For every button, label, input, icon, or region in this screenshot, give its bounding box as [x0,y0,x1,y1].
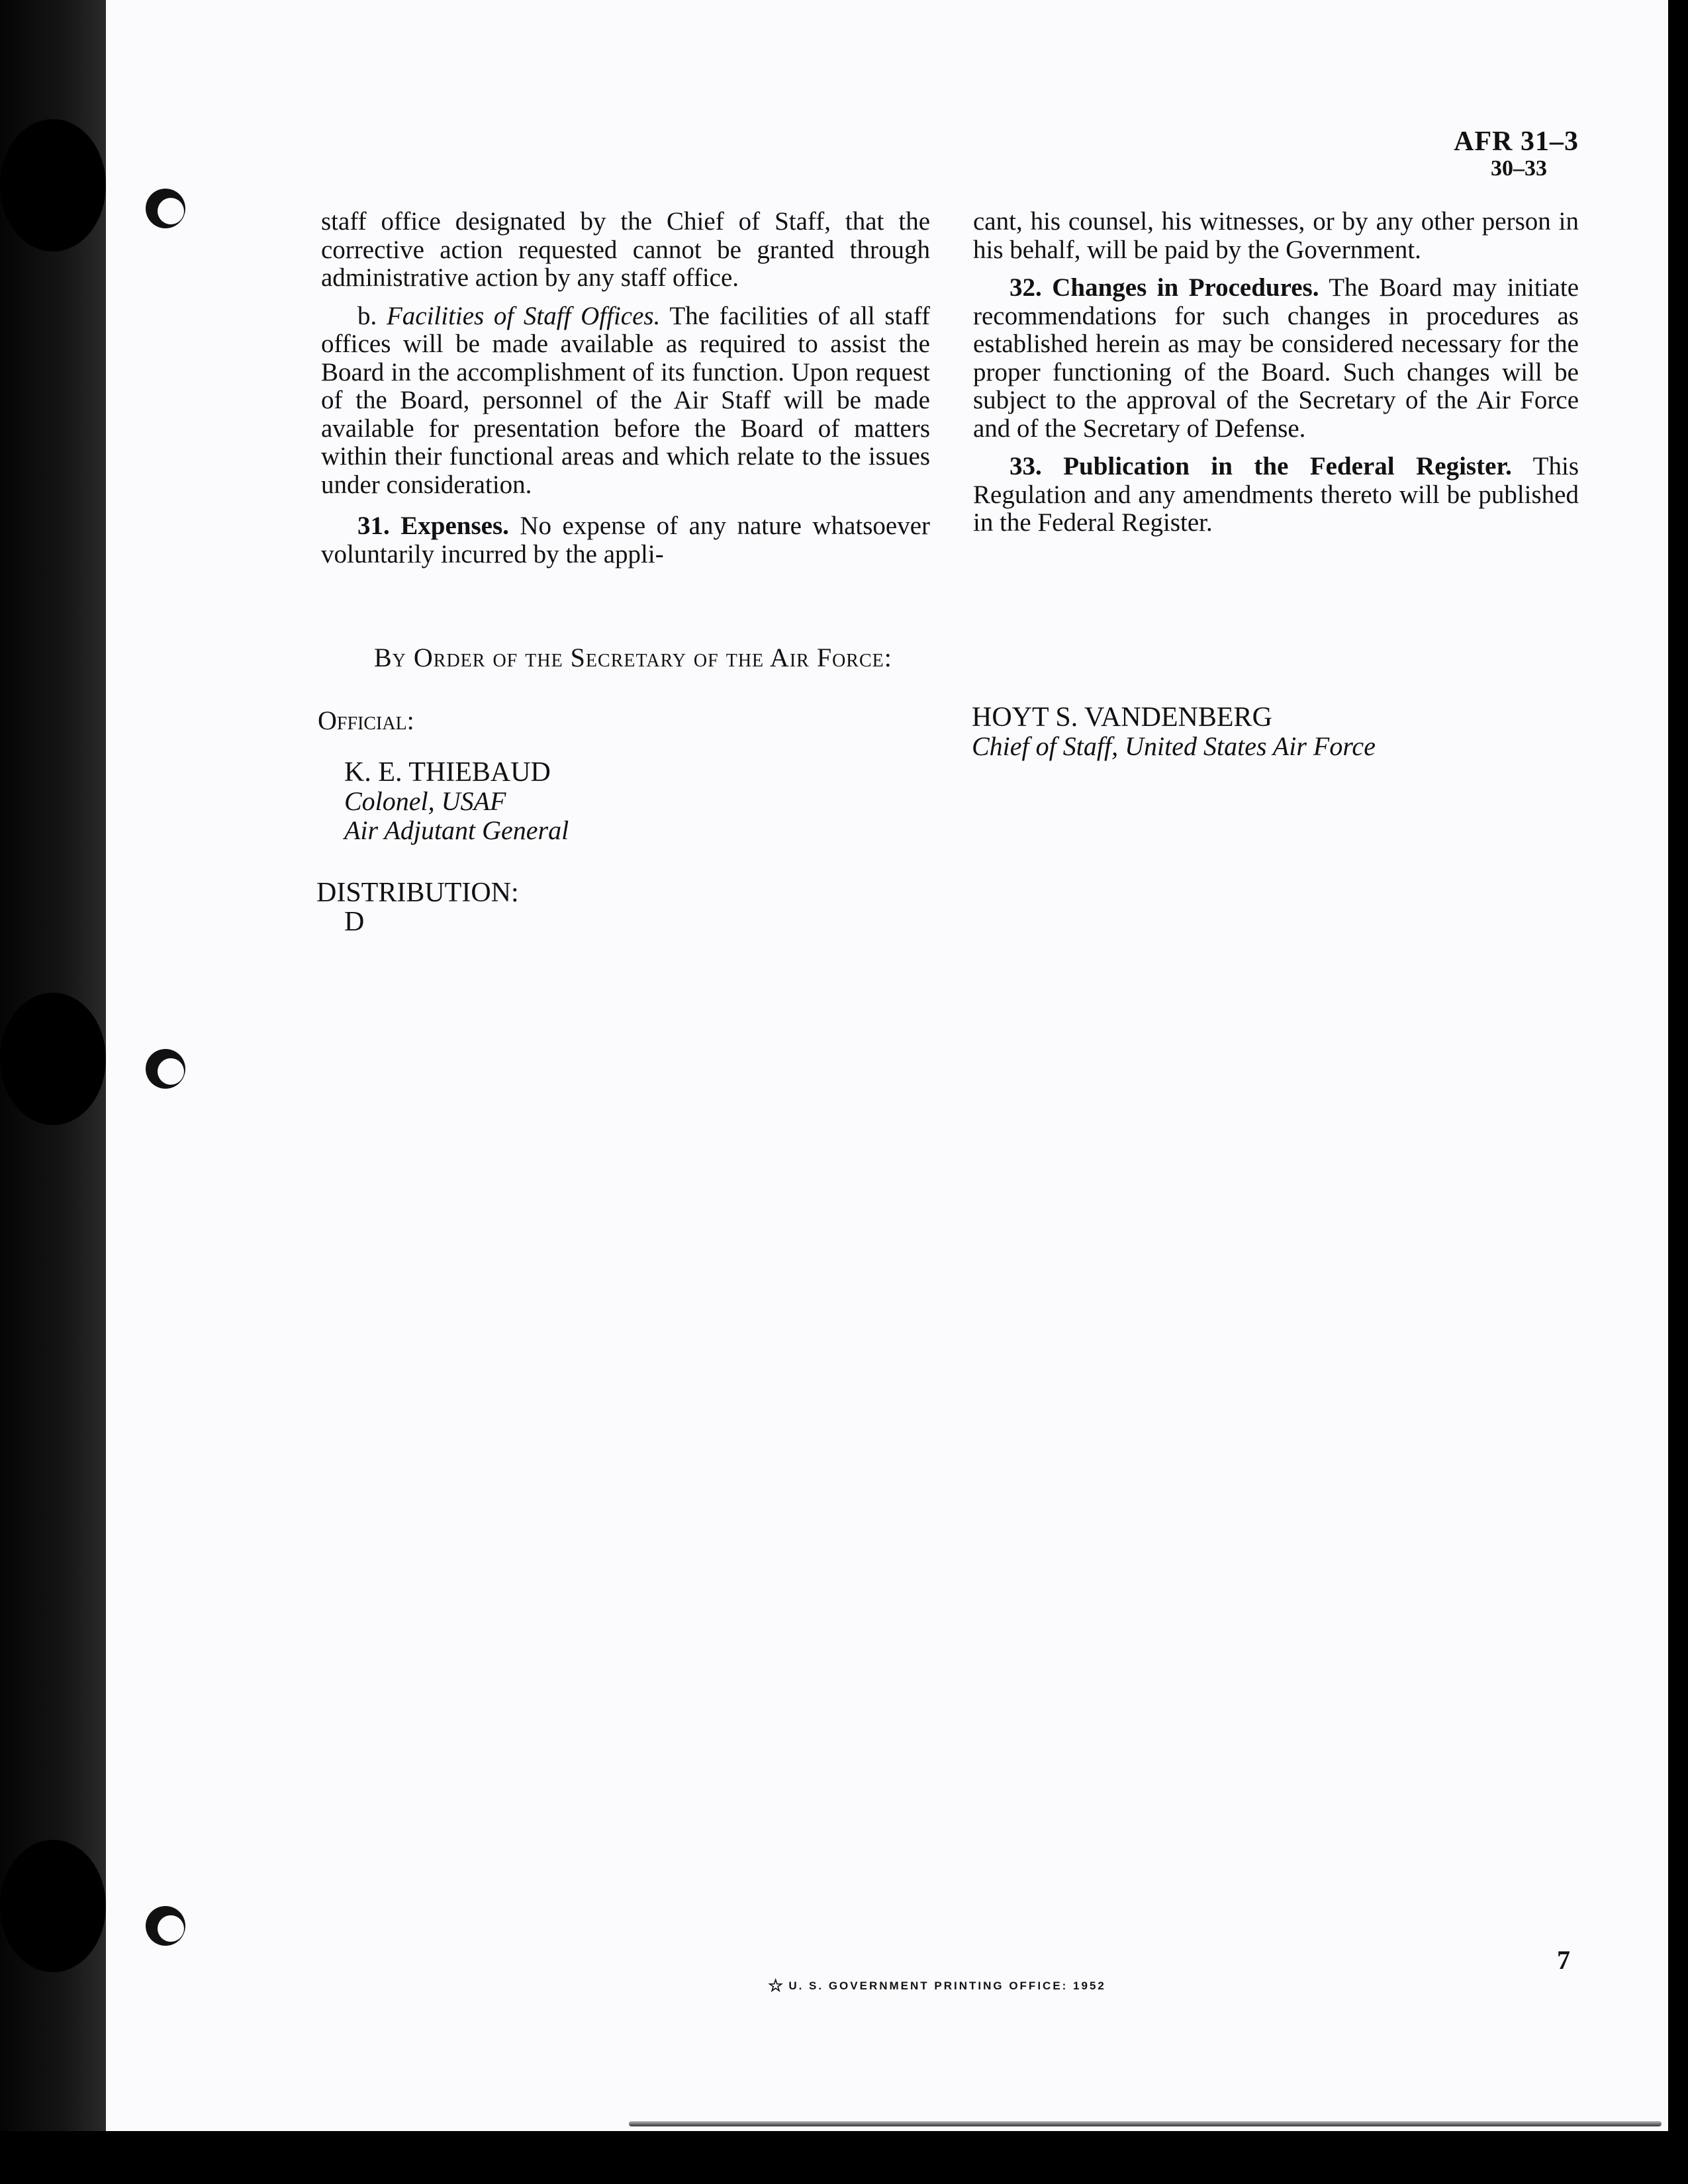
paragraph-changes [973,274,1579,443]
hole-shadow-mark-bottom [146,1906,185,1946]
distribution-block [316,878,519,936]
subsection-label: b. [357,301,377,330]
subsection-text: The facilities of all staff offices will be made available as required to assist the Board in the accomplishment of its function. Upon request of the Board, personnel of the Air Staff will be made available for presentation before the Board of matters within their functional areas and which relate to the issues under consideration. [321,301,931,499]
punch-hole-bottom [0,1840,106,1972]
paragraph-continued: staff office designated by the Chief of Staff, that the corrective action requested cannot be granted through administrative action by any staff office. [321,207,930,292]
document-code: AFR 31–3 [1454,126,1579,157]
section-heading-31: 31. Expenses. [357,512,509,540]
distribution-label: DISTRIBUTION: [316,878,519,908]
hole-shadow-mark-top [146,189,185,228]
page-bottom-shadow [629,2121,1662,2126]
right-column [973,208,1579,547]
scan-right-edge [1668,0,1688,2184]
paragraph-facilities [321,302,930,500]
hole-shadow-mark-middle [146,1049,185,1089]
chief-title: Chief of Staff, United States Air Force [972,731,1376,761]
left-column [321,208,930,578]
punch-hole-middle [0,993,106,1125]
printer-line [768,1976,1106,1996]
section-heading-33: 33. Publication in the Federal Register. [1009,452,1512,480]
section-range: 30–33 [1491,156,1547,181]
section-text-32: The Board may initiate recommendations for such changes in procedures as established herein as may be considered necessary for the proper functioning of the Board. Such changes will be subject to the approval of the Secretary of the Air Force and of the Secretary of Defense. [973,273,1579,443]
paragraph-continued-right: cant, his counsel, his witnesses, or by any other person in his behalf, will be paid by the Government. [973,207,1579,264]
printer-text: U. S. GOVERNMENT PRINTING OFFICE: 1952 [788,1979,1106,1992]
punch-hole-top [0,119,106,251]
paragraph-expenses [321,512,930,569]
official-label: Official: [318,705,414,735]
signature-block-chief [972,703,1376,761]
section-text-31: No expense of any nature whatsoever voluntarily incurred by the appli- [321,512,931,569]
paragraph-publication [973,453,1579,537]
section-text-33: This Regulation and any amendments thereto will be published in the Federal Register. [973,452,1579,537]
subsection-title: Facilities of Staff Offices. [386,301,661,330]
signatory-title: Air Adjutant General [344,815,569,845]
scan-bottom-edge [0,2131,1688,2184]
distribution-value: D [344,907,365,937]
star-icon: ☆ [768,1976,784,1995]
chief-name: HOYT S. VANDENBERG [972,702,1272,733]
page-number: 7 [1557,1945,1570,1975]
signature-block-official [344,758,569,845]
page-header [1454,126,1579,181]
order-line: By Order of the Secretary of the Air Force: [374,643,892,672]
signatory-rank: Colonel, USAF [344,786,506,816]
signatory-name: K. E. THIEBAUD [344,757,551,788]
section-heading-32: 32. Changes in Procedures. [1009,273,1319,302]
